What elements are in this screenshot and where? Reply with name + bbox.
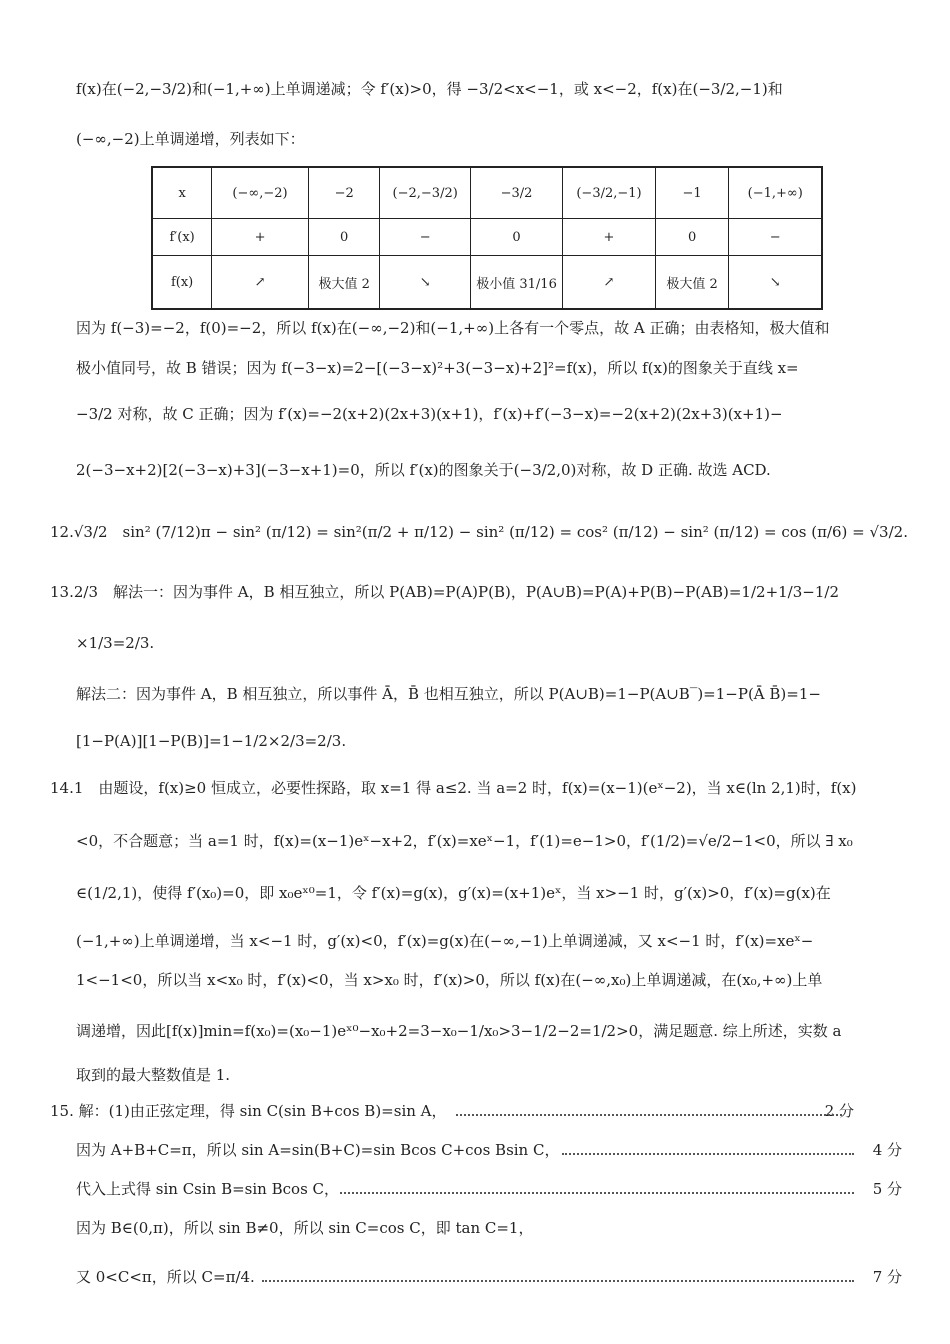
- intro-line-2: (−∞,−2)上单调递增，列表如下：: [76, 130, 305, 148]
- q13-line-2: ×1/3=2/3.: [76, 634, 155, 652]
- table-cell: (−∞,−2): [212, 167, 309, 219]
- q14-text: 1 由题设，f(x)≥0 恒成立，必要性探路，取 x=1 得 a≤2. 当 a=2 时，f(x)=(x−1)(eˣ−2)，当 x∈(ln 2,1)时，f(x): [73, 779, 857, 797]
- table-cell: (−3/2,−1): [563, 167, 655, 219]
- table-cell: f′(x): [152, 219, 212, 256]
- dot-leader: [456, 1098, 842, 1124]
- q14-line-4: (−1,+∞)上单调递增，当 x<−1 时，g′(x)<0，f′(x)=g(x)在(−∞,−1)上单调递减，又 x<−1 时，f′(x)=xeˣ−: [76, 932, 814, 950]
- table-cell: f(x): [152, 256, 212, 310]
- q11-line-1: 因为 f(−3)=−2，f(0)=−2，所以 f(x)在(−∞,−2)和(−1,+∞)上各有一个零点，故 A 正确；由表格知，极大值和: [76, 319, 830, 337]
- decreasing-arrow-icon: ↘: [380, 256, 470, 310]
- table-row-function: [152, 256, 822, 310]
- intro-line-1: f(x)在(−2,−3/2)和(−1,+∞)上单调递减；令 f′(x)>0，得 −3/2<x<−1，或 x<−2，f(x)在(−3/2,−1)和: [76, 80, 783, 98]
- decreasing-arrow-icon: ↘: [729, 256, 822, 310]
- score-label: 2 分: [824, 1102, 854, 1120]
- question-number: 13.: [50, 583, 74, 601]
- score-label: 5 分: [872, 1180, 902, 1198]
- q13-text: 2/3 解法一：因为事件 A，B 相互独立，所以 P(AB)=P(A)P(B)，P(A∪B)=P(A)+P(B)−P(AB)=1/2+1/3−1/2: [73, 583, 839, 601]
- table-cell: 0: [308, 219, 380, 256]
- q11-line-4: 2(−3−x+2)[2(−3−x)+3](−3−x+1)=0，所以 f′(x)的图象关于(−3/2,0)对称，故 D 正确. 故选 ACD.: [76, 461, 771, 479]
- table-cell: −1: [655, 167, 729, 219]
- table-cell: 0: [470, 219, 562, 256]
- q13-line-4: [1−P(A)][1−P(B)]=1−1/2×2/3=2/3.: [76, 732, 347, 750]
- q13-line-1: [50, 579, 902, 605]
- q15-step-4: [76, 1215, 902, 1241]
- q14-line-7: 取到的最大整数值是 1.: [76, 1066, 231, 1084]
- q11-line-2: 极小值同号，故 B 错误；因为 f(−3−x)=2−[(−3−x)²+3(−3−x)+2]²=f(x)，所以 f(x)的图象关于直线 x=: [76, 359, 799, 377]
- q14-line-5: 1<−1<0，所以当 x<x₀ 时，f′(x)<0，当 x>x₀ 时，f′(x)>0，所以 f(x)在(−∞,x₀)上单调递减，在(x₀,+∞)上单: [76, 971, 823, 989]
- table-cell: −: [380, 219, 470, 256]
- increasing-arrow-icon: ↗: [563, 256, 655, 310]
- table-cell: +: [563, 219, 655, 256]
- table-cell: (−1,+∞): [729, 167, 822, 219]
- q14-line-2: <0，不合题意；当 a=1 时，f(x)=(x−1)eˣ−x+2，f′(x)=xeˣ−1，f′(1)=e−1>0，f′(1/2)=√e/2−1<0，所以 ∃ x₀: [76, 832, 853, 850]
- table-cell: 极小值 31/16: [470, 256, 562, 310]
- step-text: 15. 解：(1)由正弦定理，得 sin C(sin B+cos B)=sin A，: [50, 1102, 447, 1120]
- step-text: 因为 A+B+C=π，所以 sin A=sin(B+C)=sin Bcos C+cos Bsin C，: [76, 1141, 560, 1159]
- dot-leader: [562, 1137, 854, 1163]
- q11-line-3: −3/2 对称，故 C 正确；因为 f′(x)=−2(x+2)(2x+3)(x+1)，f′(x)+f′(−3−x)=−2(x+2)(2x+3)(x+1)−: [76, 405, 783, 423]
- step-text: 因为 B∈(0,π)，所以 sin B≠0，所以 sin C=cos C，即 tan C=1，: [76, 1219, 534, 1237]
- step-text: 代入上式得 sin Csin B=sin Bcos C，: [76, 1180, 340, 1198]
- q13-line-3: 解法二：因为事件 A，B 相互独立，所以事件 Ā，B̄ 也相互独立，所以 P(A∪B)=1−P(A∪B‾)=1−P(Ā B̄)=1−: [76, 685, 821, 703]
- table-cell: x: [152, 167, 212, 219]
- q14-line-6: 调递增，因此[f(x)]min=f(x₀)=(x₀−1)eˣ⁰−x₀+2=3−x₀−1/x₀>3−1/2−2=1/2>0，满足题意. 综上所述，实数 a: [76, 1022, 842, 1040]
- table-row-x: [152, 167, 822, 219]
- table-row-derivative: [152, 219, 822, 256]
- q14-line-3: ∈(1/2,1)，使得 f′(x₀)=0，即 x₀eˣ⁰=1，令 f′(x)=g(x)，g′(x)=(x+1)eˣ，当 x>−1 时，g′(x)>0，f′(x)=g(x)在: [76, 884, 831, 902]
- table-cell: +: [212, 219, 309, 256]
- q12-line: [50, 519, 908, 545]
- score-label: 4 分: [872, 1141, 902, 1159]
- table-cell: −2: [308, 167, 380, 219]
- increasing-arrow-icon: ↗: [212, 256, 309, 310]
- q12-text: √3/2 sin² (7/12)π − sin² (π/12) = sin²(π/2 + π/12) − sin² (π/12) = cos² (π/12) − sin² (π/12) = cos (π/6) = √3/2.: [73, 523, 908, 541]
- table-cell: 极大值 2: [655, 256, 729, 310]
- table-cell: −3/2: [470, 167, 562, 219]
- score-label: 7 分: [872, 1268, 902, 1286]
- table-cell: 极大值 2: [308, 256, 380, 310]
- table-cell: (−2,−3/2): [380, 167, 470, 219]
- dot-leader: [340, 1176, 854, 1202]
- variation-table: [151, 166, 823, 310]
- q14-line-1: [50, 775, 902, 801]
- table-cell: 0: [655, 219, 729, 256]
- question-number: 14.: [50, 779, 74, 797]
- dot-leader: [262, 1264, 854, 1290]
- step-text: 又 0<C<π，所以 C=π/4.: [76, 1268, 255, 1286]
- table-cell: −: [729, 219, 822, 256]
- question-number: 12.: [50, 523, 74, 541]
